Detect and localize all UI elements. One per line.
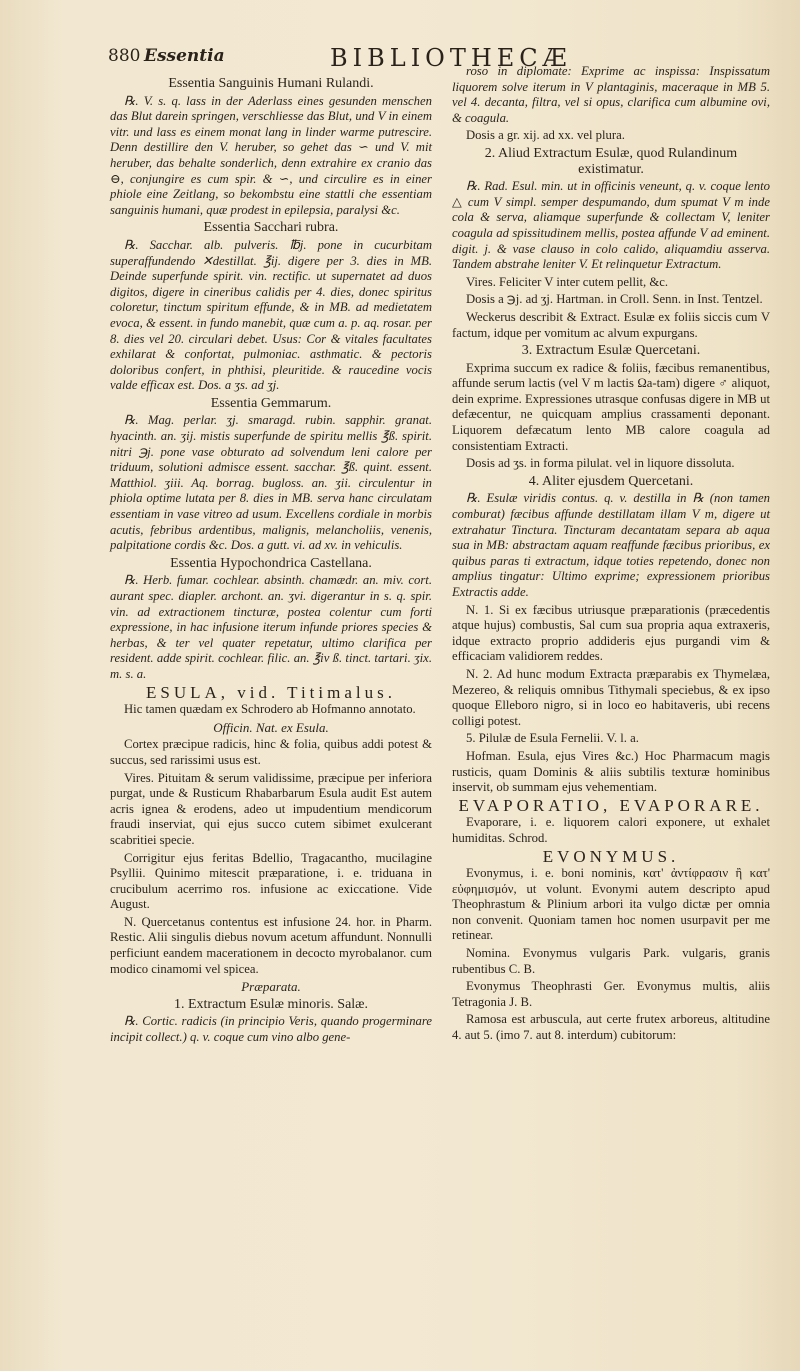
right-column [452, 64, 770, 1046]
text-block: Ramosa est arbuscula, aut certe frutex arboreus, altitudine 4. aut 5. (imo 7. aut 8. interdum) cubitorum: [452, 1012, 770, 1043]
text-block: Dosis a gr. xij. ad xx. vel plura. [466, 128, 625, 143]
text-block: ℞. Cortic. radicis (in principio Veris, quando progerminare incipit collect.) q. v. coque cum vino albo gene- [110, 1014, 432, 1045]
text-block: N. 1. Si ex fæcibus utriusque præparationis (præcedentis atque hujus) combustis, Sal cum sua propria aqua extraxeris, idque extracto proprio addideris ejus purgandi vim & efficaciam validiorem reddes. [452, 602, 770, 664]
section-heading: 4. Aliter ejusdem Quercetani. [528, 473, 694, 489]
page-title: BIBLIOTHECÆ [330, 44, 572, 72]
text-block: Hic tamen quædam ex Schrodero ab Hofmanno annotato. [124, 702, 416, 717]
section-heading: ESULA, vid. Titimalus. [145, 682, 396, 702]
text-block: ℞. V. s. q. lass in der Aderlass eines gesunden menschen das Blut darein springen, verschliesse das Blut, und V in einem vitr. und lass es einem monat lang in linder warme putrescire. Denn destillire den V. heruber, so gehet das ∽ und V. mit heruber, das behalte sonderlich, denn extrahire ex cranio das ⊖, conjungire es cum spir. & ∽, und circulire es in einer phiole eine Zeitlang, so bekombstu eine stattli che essentiam sanguinis humani, quæ prodest in epilepsia, paralysi &c. [110, 93, 432, 217]
section-heading: Officin. Nat. ex Esula. [213, 719, 329, 735]
section-heading: EVONYMUS. [542, 846, 680, 866]
text-block: Vires. Feliciter V inter cutem pellit, &c. [466, 274, 669, 289]
text-block: Evaporare, i. e. liquorem calori exponere, ut exhalet humiditas. Schrod. [452, 815, 770, 845]
page-number: 880 [108, 46, 141, 66]
text-block: Evonymus Theophrasti Ger. Evonymus multis, aliis Tetragonia J. B. [452, 979, 770, 1009]
text-block: Evonymus, i. e. boni nominis, κατ' ἀντίφρασιν ἢ κατ' εὐφημισμόν, ut volunt. Evonymi autem descripto apud Theophrastum & Plinium arbori ita vulgo dictæ per omnia non convenit. Quoniam tamen hoc nomen usurpavit per me retinear. [452, 866, 770, 943]
section-heading: Essentia Gemmarum. [210, 395, 332, 411]
section-heading: EVAPORATIO, EVAPORARE. [458, 795, 764, 815]
text-block: 5. Pilulæ de Esula Fernelii. V. l. a. [466, 731, 639, 746]
section-heading: Essentia Sacchari rubra. [203, 220, 339, 236]
text-block: Exprima succum ex radice & foliis, fæcibus remanentibus, affunde serum lactis (vel V m lactis Ωa-tam) digere ♂ aliquot, dein exprime. Expressiones utrasque confusas digere in MB ut defæcentur, ne quicquam amplius crassamenti deponant. Liquorem defæcatum lento MB calore coagula ad consistentiam Extracti. [452, 360, 770, 453]
section-heading: 2. Aliud Extractum Esulæ, quod Rulandinum existimatur. [484, 145, 738, 177]
text-block: roso in diplomate: Exprime ac inspissa: Inspissatum liquorem solve iterum in V plantaginis, maceraque in MB 5. vel 4. decanta, filtra, vel si opus, clarifica cum albumine ovi, & coagula. [452, 64, 770, 125]
text-block: N. Quercetanus contentus est infusione 24. hor. in Pharm. Restic. Alii singulis diebus novum acetum affundunt. Nonnulli perficiunt eandem macerationem in decocto myrobalanor. cum modico cinamomi vel spicea. [110, 914, 432, 976]
text-block: Vires. Pituitam & serum validissime, præcipue per inferiora purgat, unde & Rusticum Rhabarbarum Esula audit Est autem acris ignea & erodens, adeo ut impudentium mendicorum fraudi inserviat, qui ejus succo cutem sibimet exulcerant scabritiei specie. [110, 770, 432, 847]
text-block: Nomina. Evonymus vulgaris Park. vulgaris, granis rubentibus C. B. [452, 946, 770, 976]
text-block: Cortex præcipue radicis, hinc & folia, quibus addi potest & succus, sed rarissimi usus est. [110, 737, 432, 767]
text-block: Dosis a ℈j. ad ʒj. Hartman. in Croll. Senn. in Inst. Tentzel. [466, 292, 763, 307]
text-block: Weckerus describit & Extract. Esulæ ex foliis siccis cum V factum, idque per vomitum ac alvum expurgans. [452, 309, 770, 340]
section-heading: 1. Extractum Esulæ minoris. Salæ. [173, 996, 369, 1012]
left-column [110, 76, 432, 1048]
text-block: Dosis ad ʒs. in forma pilulat. vel in liquore dissoluta. [466, 456, 735, 471]
text-block: ℞. Rad. Esul. min. ut in officinis veneunt, q. v. coque lento △ cum V simpl. semper despumando, dum spumat V m inde cola & serva, aliamque superfunde & collectam V, leniter coagula ad spissitudinem mellis, postea affunde V ad eminent. digit. j. & vase clauso in colo calido, aliquamdiu asserva. Tandem abstrahe leniter V. Et relinquetur Extractum. [452, 179, 770, 272]
running-head: Essentia [144, 46, 225, 66]
text-block: ℞. Mag. perlar. ʒj. smaragd. rubin. sapphir. granat. hyacinth. an. ʒij. mistis superfunde de spiritu mellis ℥ß. spirit. nitri ℈j. pone vase obturato ad solvendum leni calore per triduum, solutioni admisce essent. sacchar. ℥ß. quint. essent. Matthiol. ʒiii. Aq. borrag. bugloss. an. ʒii. circulentur in phiola optime lutata per 8. dies in MB. serva hanc circulatam essentiam in vase vitreo ad usum. Excellens cordiale in morbis acutis, febribus ardentibus, malignis, melancholiis, venenis, palpitatione cordis &c. Dos. a gutt. vi. ad xv. in vehiculis. [110, 413, 432, 553]
text-block: Corrigitur ejus feritas Bdellio, Tragacantho, mucilagine Psyllii. Quinimo mitescit præparatione, i. e. triduana in crucibulum acerrimo ros. infusione ac exiccatione. Vide August. [110, 850, 432, 912]
section-heading: Præparata. [241, 979, 301, 995]
section-heading: Essentia Sanguinis Humani Rulandi. [168, 76, 374, 91]
section-heading: Essentia Hypochondrica Castellana. [170, 555, 372, 571]
text-block: N. 2. Ad hunc modum Extracta præparabis ex Thymelæa, Mezereo, & reliquis omnibus Tithymali speciebus, & ex ipso quoque Elleboro nigro, si in loco eo habitaveris, ubi recens colligi potest. [452, 666, 770, 728]
text-block: ℞. Sacchar. alb. pulveris. ℔j. pone in cucurbitam superaffundendo ✕destillat. ℥ij. digere per 3. dies in MB. Deinde superfunde spirit. vin. rectific. ut supernatet ad duos digitos, digere in cineribus calidis per 4. dies, donec spiritus coloretur, tinctum spiritum effunde, & in MB. ad medietatem evoca, & essent. in fundo manebit, quæ cum a. p. aq. rosar. per 8. dies vel 20. circulari debet. Usus: Cor & vitales facultates exhilarat & confortat, pulmoniac. asthmatic. & pectoris doloribus confert, in phthisi, pleuritide. & raucedine vocis valde efficax est. Dos. a ʒs. ad ʒj. [110, 237, 432, 393]
text-block: ℞. Herb. fumar. cochlear. absinth. chamædr. an. miv. cort. aurant spec. diapler. archont. an. ʒvi. digerantur in s. q. spir. vin. ad extractionem tincturæ, postea colentur cum forti expressione, in hac infusione iterum infunde priores species & herbas, & ter vel quater repetatur, ultimo clarifica per resident. adde spirit. cochlear. filic. an. ℥iv ß. tinct. tartari. ʒix. m. s. a. [110, 573, 432, 681]
text-block: ℞. Esulæ viridis contus. q. v. destilla in ℞ (non tamen comburat) fæcibus affunde destillatam illam V m, digere ut extrahatur Tinctura. Tincturam decantatam separa ab aqua sua in MB: abstractam aquam reaffunde fæcibus prioribus, ex quibus paras ti extractum, idque toties repetendo, donec non amplius tingatur: Ultimo exprime; expressionem prioribus Extractis adde. [452, 491, 770, 599]
text-block: Hofman. Esula, ejus Vires &c.) Hoc Pharmacum magis rusticis, quam Dominis & aliis subtilis texturæ hominibus inservit, ob summam ejus vehementiam. [452, 748, 770, 795]
section-heading: 3. Extractum Esulæ Quercetani. [521, 343, 701, 359]
